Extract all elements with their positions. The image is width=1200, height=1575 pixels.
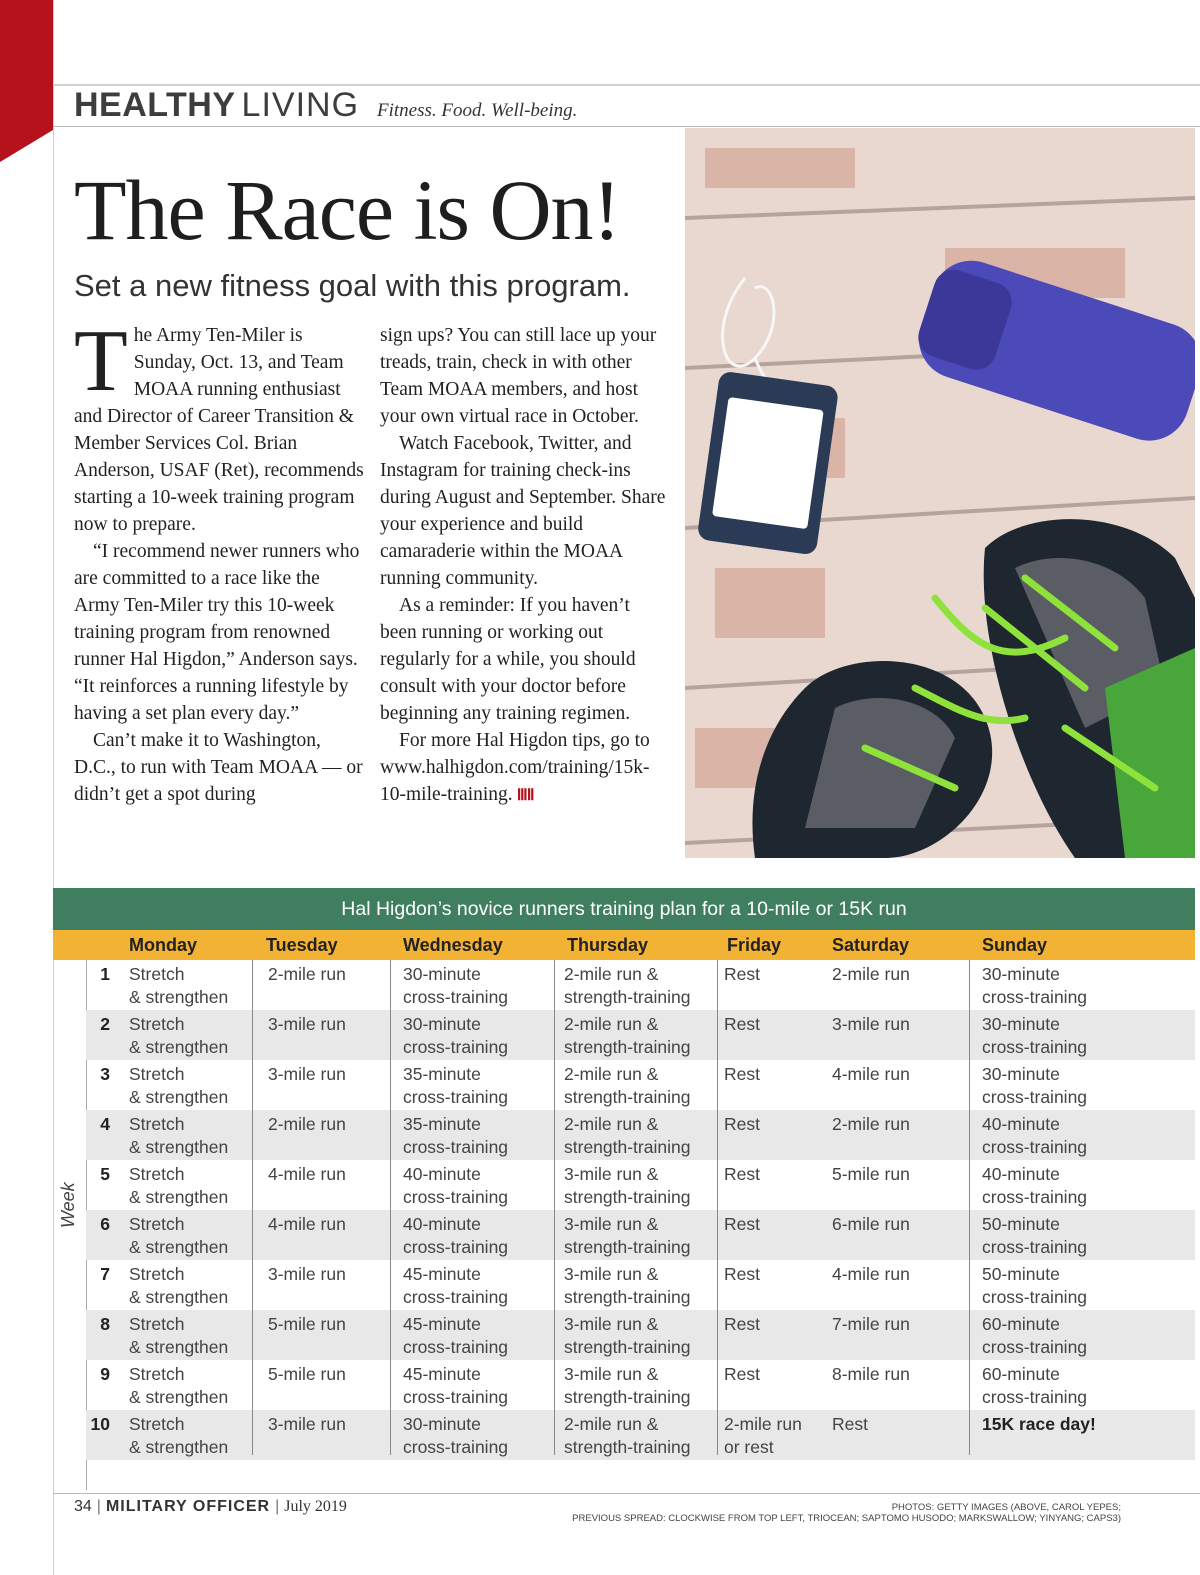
week-number: 9: [100, 1364, 110, 1384]
paragraph: As a reminder: If you haven’t been running or working out regularly for a while, you should consult with your doctor before beginning any training regimen.: [380, 595, 636, 724]
table-cell: Rest: [832, 1414, 868, 1434]
article-column-2: [380, 322, 670, 809]
column-divider: [969, 960, 970, 1455]
table-cell: 2-mile run or rest: [724, 1414, 802, 1457]
table-cell: 4-mile run: [268, 1214, 346, 1234]
table-cell: 30-minute cross-training: [403, 964, 509, 1007]
footer-rule: [53, 1493, 1200, 1494]
table-cell: Rest: [724, 1164, 760, 1184]
hero-photo: [685, 128, 1195, 858]
section-color-tab: [0, 0, 53, 130]
table-cell: Stretch & strengthen: [129, 964, 229, 1007]
table-cell: 5-mile run: [268, 1314, 346, 1334]
week-number: 2: [100, 1014, 110, 1034]
table-cell: 3-mile run: [268, 1064, 346, 1084]
table-cell: Stretch & strengthen: [129, 1014, 229, 1057]
column-header: Monday: [129, 935, 198, 955]
table-cell: Stretch & strengthen: [129, 1264, 229, 1307]
credit-line: PREVIOUS SPREAD: CLOCKWISE FROM TOP LEFT, TRIOCEAN; SAPTOMO HUSODO; MARKSWALLOW; YINYANG; CAPS3): [572, 1513, 1121, 1524]
table-cell: 3-mile run: [268, 1414, 346, 1434]
table-header-row: [53, 930, 1195, 960]
table-cell: 30-minute cross-training: [982, 964, 1088, 1007]
table-cell: Stretch & strengthen: [129, 1414, 229, 1457]
table-cell: 30-minute cross-training: [982, 1064, 1088, 1107]
column-divider: [390, 960, 391, 1455]
column-header: Wednesday: [403, 935, 503, 955]
column-header: Sunday: [982, 935, 1048, 955]
issue-date: July 2019: [284, 1498, 347, 1515]
column-header: Saturday: [832, 935, 910, 955]
week-number: 4: [100, 1114, 110, 1134]
table-cell: Stretch & strengthen: [129, 1214, 229, 1257]
section-header: [74, 86, 577, 126]
table-cell: 30-minute cross-training: [403, 1014, 509, 1057]
table-cell: 2-mile run & strength-training: [564, 964, 691, 1007]
table-cell: Rest: [724, 1364, 760, 1384]
credit-line: PHOTOS: GETTY IMAGES (ABOVE, CAROL YEPES;: [891, 1502, 1121, 1513]
paragraph-text: For more Hal Higdon tips, go to www.halhigdon.com/training/15k-10-mile-training.: [380, 730, 650, 805]
week-number: 5: [100, 1164, 110, 1184]
table-cell: 2-mile run & strength-training: [564, 1064, 691, 1107]
paragraph: sign ups? You can still lace up your treads, train, check in with other Team MOAA members, and host your own virtual race in October.: [380, 325, 657, 427]
page-number: 34: [74, 1498, 92, 1515]
table-cell: 30-minute cross-training: [403, 1414, 509, 1457]
table-cell: 3-mile run: [268, 1014, 346, 1034]
table-cell: Rest: [724, 1214, 760, 1234]
table-cell: Stretch & strengthen: [129, 1114, 229, 1157]
table-cell: 40-minute cross-training: [403, 1214, 509, 1257]
table-cell: 3-mile run & strength-training: [564, 1164, 691, 1207]
section-name-light: LIVING: [241, 86, 360, 124]
table-cell: 5-mile run: [268, 1364, 346, 1384]
table-cell: 35-minute cross-training: [403, 1064, 509, 1107]
table-cell: 3-mile run & strength-training: [564, 1364, 691, 1407]
table-cell: 2-mile run: [832, 1114, 910, 1134]
table-cell: 6-mile run: [832, 1214, 910, 1234]
column-header: Thursday: [567, 935, 649, 955]
table-cell: 45-minute cross-training: [403, 1364, 509, 1407]
week-number: 3: [100, 1064, 110, 1084]
table-cell: 3-mile run: [832, 1014, 910, 1034]
section-tagline: Fitness. Food. Well-being.: [377, 100, 578, 121]
table-cell: 45-minute cross-training: [403, 1314, 509, 1357]
article-column-1: [74, 313, 364, 808]
magazine-name: MILITARY OFFICER: [105, 1498, 271, 1515]
margin-rule: [53, 0, 54, 1575]
week-axis-label: Week: [58, 1182, 78, 1228]
table-cell: 2-mile run & strength-training: [564, 1014, 691, 1057]
table-cell: 60-minute cross-training: [982, 1364, 1088, 1407]
table-cell: 3-mile run & strength-training: [564, 1264, 691, 1307]
column-header: Friday: [727, 935, 782, 955]
table-cell: 30-minute cross-training: [982, 1014, 1088, 1057]
week-number: 6: [100, 1214, 110, 1234]
table-cell: 50-minute cross-training: [982, 1214, 1088, 1257]
table-cell: 2-mile run: [268, 964, 346, 984]
table-cell: 8-mile run: [832, 1364, 910, 1384]
table-cell: 40-minute cross-training: [403, 1164, 509, 1207]
table-cell: 60-minute cross-training: [982, 1314, 1088, 1357]
week-number: 10: [90, 1414, 110, 1434]
table-cell: 4-mile run: [268, 1164, 346, 1184]
table-cell: 5-mile run: [832, 1164, 910, 1184]
table-title: Hal Higdon’s novice runners training plan for a 10-mile or 15K run: [53, 888, 1195, 930]
table-cell: 2-mile run & strength-training: [564, 1114, 691, 1157]
table-cell: 3-mile run & strength-training: [564, 1214, 691, 1257]
table-cell: 4-mile run: [832, 1064, 910, 1084]
section-name-bold: HEALTHY: [74, 86, 236, 124]
week-number: 8: [100, 1314, 110, 1334]
table-cell: Stretch & strengthen: [129, 1314, 229, 1357]
paragraph: Can’t make it to Washington, D.C., to run with Team MOAA — or didn’t get a spot during: [74, 730, 363, 805]
column-header: Tuesday: [266, 935, 338, 955]
table-cell: 2-mile run & strength-training: [564, 1414, 691, 1457]
table-cell: 2-mile run: [268, 1114, 346, 1134]
week-number: 7: [100, 1264, 110, 1284]
table-cell: Rest: [724, 1264, 760, 1284]
article-title: The Race is On!: [74, 162, 621, 258]
photo-credits: [572, 1502, 1121, 1524]
table-cell: 2-mile run: [832, 964, 910, 984]
race-day-cell: 15K race day!: [982, 1414, 1096, 1434]
table-cell: 4-mile run: [832, 1264, 910, 1284]
table-cell: Rest: [724, 1064, 760, 1084]
folio: 34 | MILITARY OFFICER | July 2019: [74, 1498, 347, 1515]
table-cell: Stretch & strengthen: [129, 1364, 229, 1407]
table-cell: 7-mile run: [832, 1314, 910, 1334]
table-cell: Rest: [724, 1314, 760, 1334]
table-cell: Rest: [724, 964, 760, 984]
table-cell: 45-minute cross-training: [403, 1264, 509, 1307]
column-divider: [252, 960, 253, 1455]
table-cell: 40-minute cross-training: [982, 1114, 1088, 1157]
section-rule: [53, 126, 1200, 127]
paragraph-last: [380, 727, 670, 809]
table-cell: Stretch & strengthen: [129, 1064, 229, 1107]
column-divider: [554, 960, 555, 1455]
paragraph: Watch Facebook, Twitter, and Instagram for training check-ins during August and September. Share your experience and build camaraderie within the MOAA running community.: [380, 433, 666, 589]
article-subtitle: Set a new fitness goal with this program.: [74, 268, 631, 303]
table-cell: Stretch & strengthen: [129, 1164, 229, 1207]
table-cell: 3-mile run & strength-training: [564, 1314, 691, 1357]
column-divider: [717, 960, 718, 1455]
table-cell: 40-minute cross-training: [982, 1164, 1088, 1207]
table-cell: 3-mile run: [268, 1264, 346, 1284]
paragraph: “I recommend newer runners who are committed to a race like the Army Ten-Miler try this 10-week training program from renowned runner Hal Higdon,” Anderson says. “It reinforces a running lifestyle by having a set plan every day.”: [74, 541, 360, 724]
table-cell: Rest: [724, 1114, 760, 1134]
paragraph: The Army Ten-Miler is Sunday, Oct. 13, and Team MOAA running enthusiast and Director of Career Transition & Member Services Col. Brian Anderson, USAF (Ret), recommends starting a 10-week training program now to prepare.: [74, 313, 364, 535]
week-number: 1: [100, 964, 110, 984]
end-mark-icon: ⅢⅡ: [516, 787, 534, 804]
table-cell: 50-minute cross-training: [982, 1264, 1088, 1307]
table-cell: 35-minute cross-training: [403, 1114, 509, 1157]
table-cell: Rest: [724, 1014, 760, 1034]
